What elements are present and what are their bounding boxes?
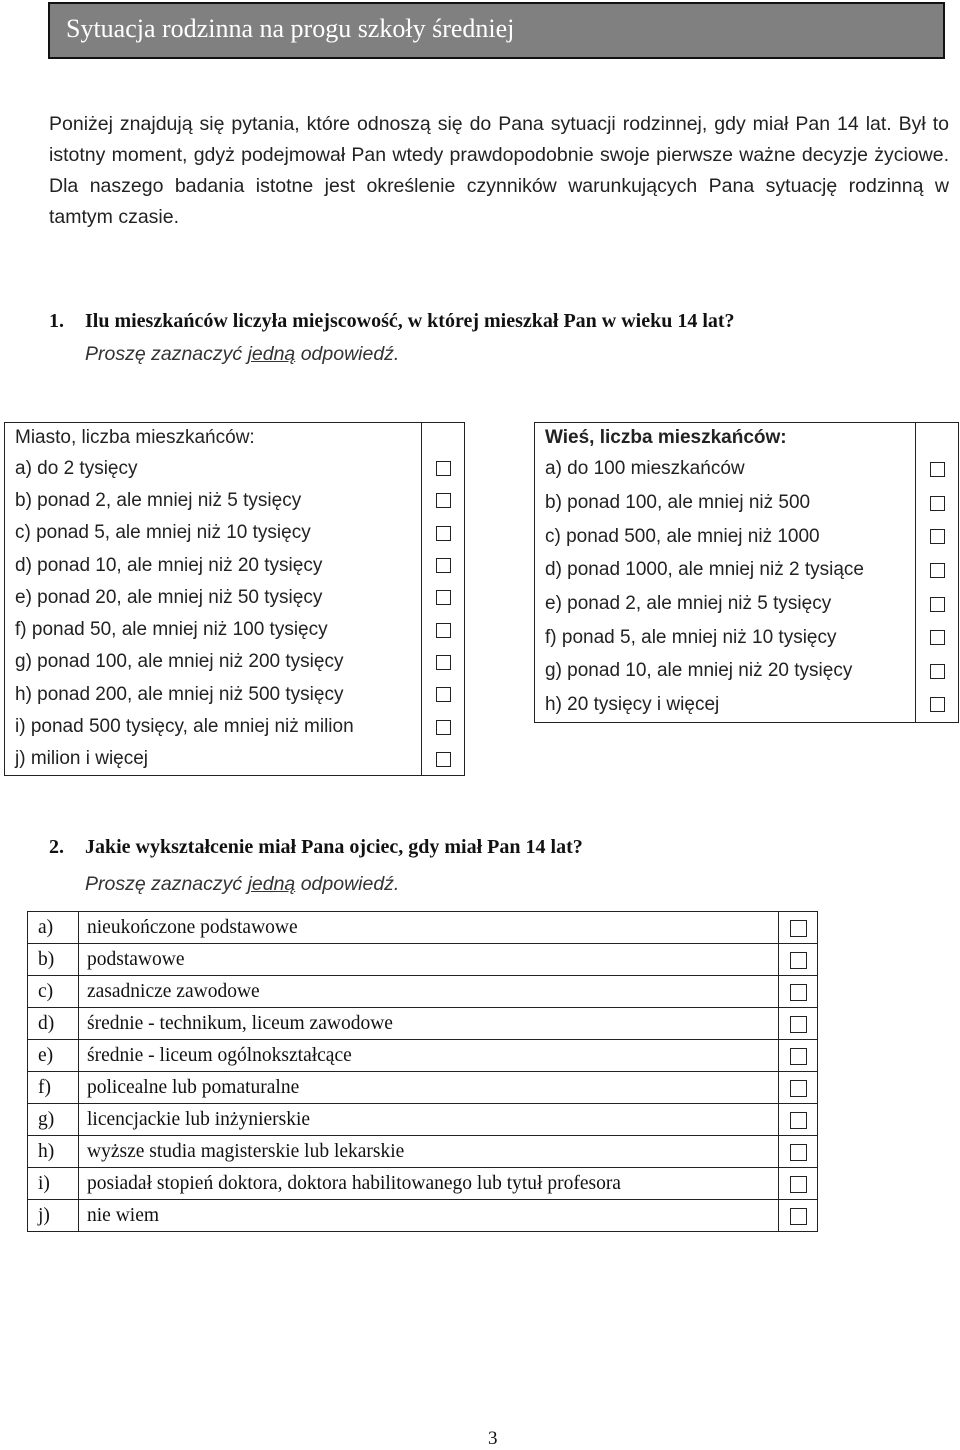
option-letter: e)	[28, 1040, 79, 1072]
checkbox[interactable]	[436, 752, 451, 767]
table-row	[535, 587, 959, 621]
checkbox[interactable]	[790, 1176, 807, 1193]
option-label: posiadał stopień doktora, doktora habilitowanego lub tytuł profesora	[79, 1168, 779, 1200]
table-row	[28, 1040, 818, 1072]
option-letter: g)	[28, 1104, 79, 1136]
table-row	[28, 1008, 818, 1040]
option-letter: f)	[28, 1072, 79, 1104]
table-row	[5, 614, 465, 646]
option-label: a) do 100 mieszkańców	[535, 453, 916, 487]
question-2-instruction: Proszę zaznaczyć jedną odpowiedź.	[85, 873, 400, 895]
question-2-title	[49, 836, 583, 859]
option-label: licencjackie lub inżynierskie	[79, 1104, 779, 1136]
checkbox[interactable]	[790, 1016, 807, 1033]
checkbox[interactable]	[436, 687, 451, 702]
checkbox[interactable]	[790, 1080, 807, 1097]
option-label: h) ponad 200, ale mniej niż 500 tysięcy	[5, 679, 422, 711]
instruction-emphasis: jedną	[247, 873, 296, 895]
checkbox[interactable]	[790, 984, 807, 1001]
option-label: h) 20 tysięcy i więcej	[535, 688, 916, 722]
table-row	[5, 679, 465, 711]
table-row	[5, 711, 465, 743]
education-options-table	[27, 911, 818, 1232]
table-row	[535, 520, 959, 554]
table-row	[535, 621, 959, 655]
option-label: i) ponad 500 tysięcy, ale mniej niż milion	[5, 711, 422, 743]
checkbox[interactable]	[436, 623, 451, 638]
option-letter: c)	[28, 976, 79, 1008]
checkbox[interactable]	[790, 1048, 807, 1065]
checkbox[interactable]	[436, 461, 451, 476]
table-row	[5, 646, 465, 678]
question-2-number: 2.	[49, 836, 64, 858]
option-label: b) ponad 2, ale mniej niż 5 tysięcy	[5, 485, 422, 517]
checkbox[interactable]	[790, 1144, 807, 1161]
checkbox[interactable]	[930, 496, 945, 511]
table-row	[535, 486, 959, 520]
checkbox[interactable]	[436, 590, 451, 605]
table-row	[5, 453, 465, 485]
table-row	[28, 1136, 818, 1168]
table-row	[5, 485, 465, 517]
option-letter: d)	[28, 1008, 79, 1040]
option-letter: a)	[28, 912, 79, 944]
table-row	[28, 912, 818, 944]
intro-paragraph: Poniżej znajdują się pytania, które odnoszą się do Pana sytuacji rodzinnej, gdy miał Pan 14 lat. Był to istotny moment, gdyż podejmował Pan wtedy prawdopodobnie swoje pierwsze ważne decyzje życiowe. Dla naszego badania istotne jest określenie czynników warunkujących Pana sytuację rodzinną w tamtym czasie.	[49, 113, 949, 228]
option-label: c) ponad 500, ale mniej niż 1000	[535, 520, 916, 554]
table-row	[28, 976, 818, 1008]
option-label: d) ponad 1000, ale mniej niż 2 tysiące	[535, 554, 916, 588]
option-label: f) ponad 5, ale mniej niż 10 tysięcy	[535, 621, 916, 655]
option-label: nie wiem	[79, 1200, 779, 1232]
table-row	[5, 549, 465, 581]
question-1-text: Ilu mieszkańców liczyła miejscowość, w której mieszkał Pan w wieku 14 lat?	[85, 310, 735, 332]
checkbox[interactable]	[436, 526, 451, 541]
checkbox[interactable]	[436, 493, 451, 508]
checkbox[interactable]	[790, 1112, 807, 1129]
table-header-row	[5, 423, 465, 453]
table-row	[28, 944, 818, 976]
checkbox[interactable]	[930, 563, 945, 578]
option-letter: b)	[28, 944, 79, 976]
checkbox[interactable]	[436, 720, 451, 735]
checkbox[interactable]	[930, 664, 945, 679]
option-letter: j)	[28, 1200, 79, 1232]
table-row	[535, 655, 959, 689]
section-header	[48, 2, 945, 59]
question-2-text: Jakie wykształcenie miał Pana ojciec, gdy miał Pan 14 lat?	[85, 836, 583, 858]
table-row	[5, 517, 465, 549]
table-row	[5, 582, 465, 614]
question-1-instruction: Proszę zaznaczyć jedną odpowiedź.	[85, 343, 400, 365]
checkbox[interactable]	[790, 952, 807, 969]
option-letter: h)	[28, 1136, 79, 1168]
checkbox[interactable]	[930, 529, 945, 544]
option-label: b) ponad 100, ale mniej niż 500	[535, 486, 916, 520]
option-label: j) milion i więcej	[5, 743, 422, 775]
instruction-emphasis: jedną	[247, 343, 296, 365]
checkbox[interactable]	[790, 920, 807, 937]
option-label: nieukończone podstawowe	[79, 912, 779, 944]
table-row	[535, 688, 959, 722]
question-1-title	[49, 310, 735, 333]
option-label: g) ponad 100, ale mniej niż 200 tysięcy	[5, 646, 422, 678]
checkbox[interactable]	[930, 597, 945, 612]
option-label: e) ponad 20, ale mniej niż 50 tysięcy	[5, 582, 422, 614]
table-row	[535, 453, 959, 487]
checkbox[interactable]	[930, 462, 945, 477]
option-label: e) ponad 2, ale mniej niż 5 tysięcy	[535, 587, 916, 621]
question-1-number: 1.	[49, 310, 64, 332]
option-label: zasadnicze zawodowe	[79, 976, 779, 1008]
table-header-row	[535, 423, 959, 453]
section-title: Sytuacja rodzinna na progu szkoły średniej	[66, 14, 515, 43]
page-number: 3	[488, 1428, 498, 1449]
option-letter: i)	[28, 1168, 79, 1200]
checkbox[interactable]	[790, 1208, 807, 1225]
option-label: średnie - technikum, liceum zawodowe	[79, 1008, 779, 1040]
city-table-header: Miasto, liczba mieszkańców:	[5, 423, 422, 453]
village-options-table	[534, 422, 959, 723]
table-row	[28, 1168, 818, 1200]
table-row	[28, 1072, 818, 1104]
checkbox[interactable]	[436, 655, 451, 670]
checkbox[interactable]	[930, 630, 945, 645]
option-label: c) ponad 5, ale mniej niż 10 tysięcy	[5, 517, 422, 549]
table-row	[5, 743, 465, 775]
table-row	[535, 554, 959, 588]
checkbox[interactable]	[930, 697, 945, 712]
table-row	[28, 1200, 818, 1232]
option-label: g) ponad 10, ale mniej niż 20 tysięcy	[535, 655, 916, 689]
option-label: średnie - liceum ogólnokształcące	[79, 1040, 779, 1072]
option-label: d) ponad 10, ale mniej niż 20 tysięcy	[5, 549, 422, 581]
option-label: wyższe studia magisterskie lub lekarskie	[79, 1136, 779, 1168]
checkbox[interactable]	[436, 558, 451, 573]
option-label: a) do 2 tysięcy	[5, 453, 422, 485]
city-options-table	[4, 422, 465, 776]
village-table-header: Wieś, liczba mieszkańców:	[535, 423, 916, 453]
option-label: f) ponad 50, ale mniej niż 100 tysięcy	[5, 614, 422, 646]
table-row	[28, 1104, 818, 1136]
option-label: policealne lub pomaturalne	[79, 1072, 779, 1104]
option-label: podstawowe	[79, 944, 779, 976]
